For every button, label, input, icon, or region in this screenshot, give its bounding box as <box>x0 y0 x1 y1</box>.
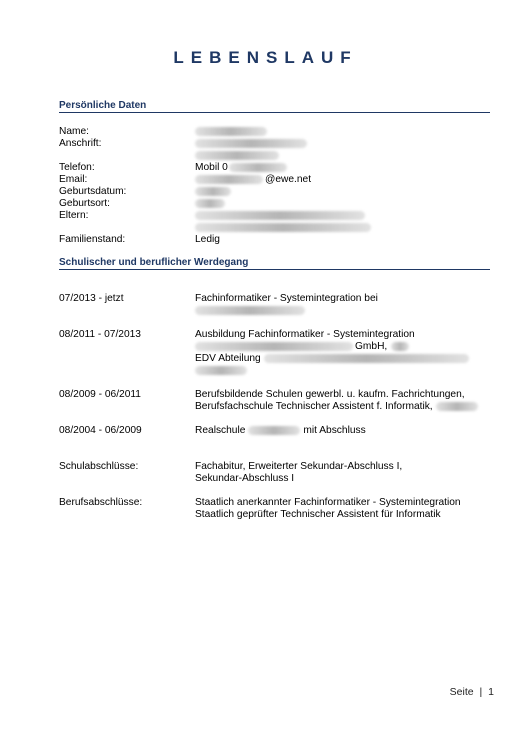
document-title: LEBENSLAUF <box>173 48 358 67</box>
address-redacted-line1 <box>195 138 307 150</box>
professional-degree-item: Staatlich geprüfter Technischer Assistent für Informatik <box>195 509 441 520</box>
school-degree-item: Fachabitur, Erweiterter Sekundar-Abschluss I, <box>195 461 403 472</box>
marital-label: Familienstand: <box>59 234 126 245</box>
career-redacted <box>195 305 305 317</box>
email-label: Email: <box>59 174 88 185</box>
name-redacted <box>195 126 267 138</box>
birthplace-label: Geburtsort: <box>59 198 110 209</box>
page-label: Seite <box>449 686 474 698</box>
address-label: Anschrift: <box>59 138 102 149</box>
phone-value <box>195 162 287 174</box>
career-period: 08/2011 - 07/2013 <box>59 329 141 340</box>
career-line-b: mit Abschluss <box>303 425 366 436</box>
phone-label: Telefon: <box>59 162 95 173</box>
page-separator: | <box>479 686 483 698</box>
marital-value: Ledig <box>195 234 220 245</box>
parents-redacted-line1 <box>195 210 365 222</box>
career-line-2-text: Berufsfachschule Technischer Assistent f. Informatik, <box>195 401 433 412</box>
section-heading-personal: Persönliche Daten <box>59 100 490 113</box>
page-footer <box>450 686 494 698</box>
professional-degrees-label: Berufsabschlüsse: <box>59 497 143 508</box>
career-line <box>195 425 366 437</box>
career-period: 08/2009 - 06/2011 <box>59 389 141 400</box>
address-redacted-line2 <box>195 150 279 162</box>
career-line: Ausbildung Fachinformatiker - Systemintegration <box>195 329 415 340</box>
career-redacted <box>195 365 247 377</box>
professional-degree-item: Staatlich anerkannter Fachinformatiker - Systemintegration <box>195 497 461 508</box>
career-line: Berufsbildende Schulen gewerbl. u. kaufm. Fachrichtungen, <box>195 389 465 400</box>
email-value <box>195 174 311 186</box>
school-degree-item: Sekundar-Abschluss I <box>195 473 295 484</box>
career-line-2-text: GmbH, <box>355 341 388 352</box>
parents-redacted-line2 <box>195 222 371 234</box>
name-label: Name: <box>59 126 90 137</box>
birthplace-redacted <box>195 198 225 210</box>
phone-text: Mobil 0 <box>195 162 228 173</box>
section-heading-career: Schulischer und beruflicher Werdegang <box>59 257 490 270</box>
birthdate-label: Geburtsdatum: <box>59 186 127 197</box>
career-line-2 <box>195 341 409 353</box>
career-line: Fachinformatiker - Systemintegration bei <box>195 293 378 304</box>
career-line-2 <box>195 401 478 413</box>
career-period: 08/2004 - 06/2009 <box>59 425 142 436</box>
page-number: 1 <box>488 686 494 698</box>
career-period: 07/2013 - jetzt <box>59 293 124 304</box>
career-line-a: Realschule <box>195 425 246 436</box>
career-line-3 <box>195 353 469 365</box>
email-text: @ewe.net <box>265 174 312 185</box>
parents-label: Eltern: <box>59 210 89 221</box>
career-line-3-text: EDV Abteilung <box>195 353 261 364</box>
birthdate-redacted <box>195 186 231 198</box>
school-degrees-label: Schulabschlüsse: <box>59 461 139 472</box>
